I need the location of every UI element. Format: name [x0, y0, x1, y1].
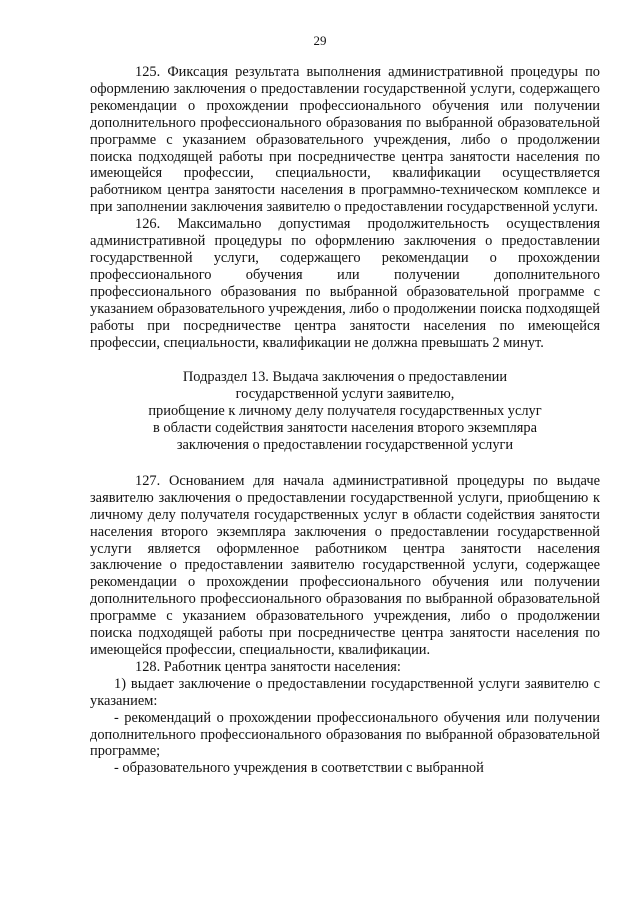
- section-heading-line: государственной услуги заявителю,: [235, 386, 455, 403]
- paragraph-125: 125. Фиксация результата выполнения административной процедуры по оформлению заключения о предоставлении государственной услуги, содержащего рекомендации о прохождении профессионального обучения или получении дополнительного профессионального образования по выбранной образовательной программе с указанием образовательного учреждения, либо о продолжении поиска подходящей работы при посредничестве центра занятости населения по имеющейся профессии, специальности, квалификации осуществляется работником центра занятости населения в программно-техническом комплексе и при заполнении заключения заявителю о предоставлении государственной услуги.: [90, 64, 600, 216]
- section-heading-line: Подраздел 13. Выдача заключения о предоставлении: [182, 369, 508, 386]
- paragraph-128: 128. Работник центра занятости населения:: [135, 658, 401, 675]
- dash-item-recommendations: - рекомендаций о прохождении профессионального обучения или получении дополнительного профессионального образования по выбранной образовательной программе;: [90, 709, 600, 760]
- section-heading-line: в области содействия занятости населения второго экземпляра: [152, 420, 537, 437]
- section-heading-line: приобщение к личному делу получателя государственных услуг: [148, 403, 542, 420]
- section-heading: [90, 369, 600, 454]
- page-number: 29: [313, 33, 327, 48]
- list-item-1: 1) выдает заключение о предоставлении государственной услуги заявителю с указанием:: [90, 675, 600, 709]
- paragraph-126: 126. Максимально допустимая продолжительность осуществления административной процедуры по оформлению заключения о предоставлении государственной услуги, содержащего рекомендации о прохождении профессионального обучения или получении дополнительного профессионального образования по выбранной образовательной программе с указанием образовательного учреждения, либо о продолжении поиска подходящей работы при посредничестве центра занятости населения по имеющейся профессии, специальности, квалификации не должна превышать 2 минут.: [90, 216, 600, 351]
- document-body: [90, 64, 600, 777]
- paragraph-127: 127. Основанием для начала административной процедуры по выдаче заявителю заключения о предоставлении государственной услуги, приобщению к личному делу получателя государственных услуг в области содействия занятости населения второго экземпляра заключения о предоставлении государственной услуги является оформленное работником центра занятости населения заключение о предоставлении заявителю государственной услуги, содержащее рекомендации о прохождении профессионального обучения или получении дополнительного профессионального образования по выбранной образовательной программе с указанием образовательного учреждения, либо о продолжении поиска подходящей работы при посредничестве центра занятости населения по имеющейся профессии, специальности, квалификации.: [90, 472, 600, 658]
- section-heading-line: заключения о предоставлении государственной услуги: [176, 437, 514, 454]
- dash-item-institution: - образовательного учреждения в соответствии с выбранной: [114, 760, 484, 777]
